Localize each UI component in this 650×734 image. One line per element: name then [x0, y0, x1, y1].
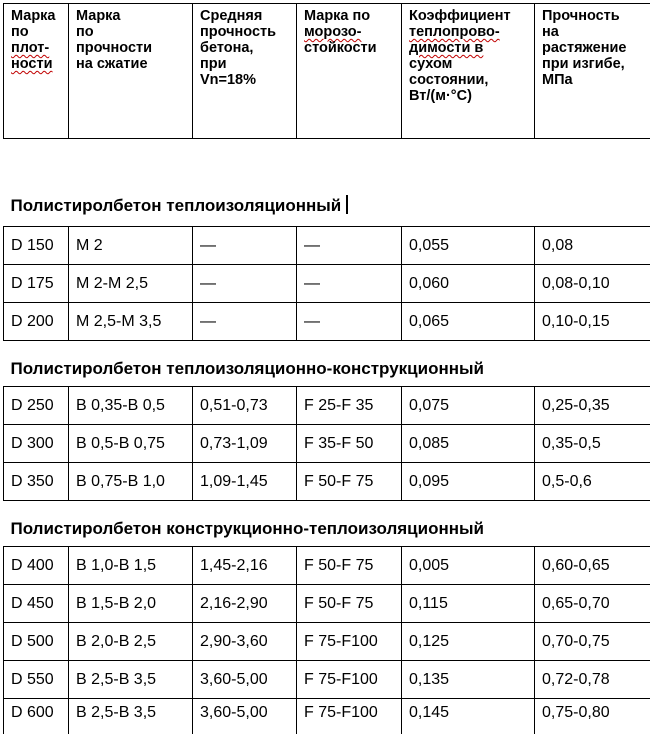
- header-line: плот-: [11, 40, 65, 56]
- cell-density: D 500: [4, 623, 69, 661]
- header-row: [4, 4, 650, 139]
- concrete-properties-table: [3, 3, 650, 734]
- cell-frost-resistance: F 35-F 50: [297, 425, 402, 463]
- cell-density: D 200: [4, 303, 69, 341]
- table-row: [4, 547, 650, 585]
- cell-frost-resistance: F 50-F 75: [297, 547, 402, 585]
- cell-average-strength: —: [193, 265, 297, 303]
- group-title: Полистиролбетон теплоизоляционный: [4, 139, 650, 227]
- cell-thermal-conductivity: 0,075: [402, 387, 535, 425]
- header-line: морозо-: [304, 24, 398, 40]
- group-header-row: [4, 501, 650, 547]
- header-line: по: [76, 24, 189, 40]
- table-row: [4, 303, 650, 341]
- cell-frost-resistance: F 75-F100: [297, 699, 402, 734]
- header-line: димости в: [409, 40, 531, 56]
- group-header-row: [4, 139, 650, 227]
- header-line: прочности: [76, 40, 189, 56]
- cell-strength-grade: В 2,5-В 3,5: [69, 699, 193, 734]
- cell-thermal-conductivity: 0,055: [402, 227, 535, 265]
- table-row: [4, 425, 650, 463]
- header-line: теплопрово-: [409, 24, 531, 40]
- cell-flexural-strength: 0,72-0,78: [535, 661, 650, 699]
- header-line: на сжатие: [76, 56, 189, 72]
- header-line: на: [542, 24, 647, 40]
- cell-flexural-strength: 0,35-0,5: [535, 425, 650, 463]
- cell-strength-grade: М 2-М 2,5: [69, 265, 193, 303]
- cell-density: D 600: [4, 699, 69, 734]
- cell-strength-grade: В 0,35-В 0,5: [69, 387, 193, 425]
- table-row: [4, 265, 650, 303]
- cell-frost-resistance: —: [297, 227, 402, 265]
- table-row: [4, 387, 650, 425]
- header-line: Марка: [76, 8, 189, 24]
- table-row: [4, 699, 650, 734]
- header-line: стойкости: [304, 40, 398, 56]
- cell-flexural-strength: 0,08-0,10: [535, 265, 650, 303]
- cell-flexural-strength: 0,08: [535, 227, 650, 265]
- cell-frost-resistance: —: [297, 303, 402, 341]
- cell-flexural-strength: 0,60-0,65: [535, 547, 650, 585]
- group-header-row: [4, 341, 650, 387]
- cell-frost-resistance: F 25-F 35: [297, 387, 402, 425]
- cell-thermal-conductivity: 0,115: [402, 585, 535, 623]
- cell-average-strength: 2,90-3,60: [193, 623, 297, 661]
- cell-flexural-strength: 0,25-0,35: [535, 387, 650, 425]
- header-line: ности: [11, 56, 65, 72]
- cell-flexural-strength: 0,5-0,6: [535, 463, 650, 501]
- cell-thermal-conductivity: 0,095: [402, 463, 535, 501]
- header-line: Коэффициент: [409, 8, 531, 24]
- cell-flexural-strength: 0,70-0,75: [535, 623, 650, 661]
- header-line: по: [11, 24, 65, 40]
- cell-frost-resistance: —: [297, 265, 402, 303]
- header-line: Вт/(м·°С): [409, 88, 531, 104]
- table-row: [4, 227, 650, 265]
- cell-flexural-strength: 0,65-0,70: [535, 585, 650, 623]
- group-title: Полистиролбетон конструкционно-теплоизоляционный: [4, 501, 650, 547]
- cell-strength-grade: В 0,5-В 0,75: [69, 425, 193, 463]
- cell-strength-grade: М 2: [69, 227, 193, 265]
- header-density-grade: [4, 4, 69, 139]
- cell-average-strength: 0,51-0,73: [193, 387, 297, 425]
- cell-average-strength: —: [193, 303, 297, 341]
- header-line: МПа: [542, 72, 647, 88]
- header-line: при: [200, 56, 293, 72]
- header-line: Марка: [11, 8, 65, 24]
- header-line: при изгибе,: [542, 56, 647, 72]
- cell-strength-grade: М 2,5-М 3,5: [69, 303, 193, 341]
- cell-average-strength: 2,16-2,90: [193, 585, 297, 623]
- cell-thermal-conductivity: 0,085: [402, 425, 535, 463]
- cell-thermal-conductivity: 0,135: [402, 661, 535, 699]
- table-row: [4, 463, 650, 501]
- header-strength-grade: [69, 4, 193, 139]
- cell-flexural-strength: 0,75-0,80: [535, 699, 650, 734]
- table-row: [4, 661, 650, 699]
- header-line: растяжение: [542, 40, 647, 56]
- header-line: состоянии,: [409, 72, 531, 88]
- header-line: Марка по: [304, 8, 398, 24]
- cell-frost-resistance: F 50-F 75: [297, 585, 402, 623]
- cell-density: D 400: [4, 547, 69, 585]
- cell-thermal-conductivity: 0,005: [402, 547, 535, 585]
- cell-flexural-strength: 0,10-0,15: [535, 303, 650, 341]
- cell-strength-grade: В 2,5-В 3,5: [69, 661, 193, 699]
- header-line: Прочность: [542, 8, 647, 24]
- header-flexural-strength: [535, 4, 650, 139]
- header-frost-resistance: [297, 4, 402, 139]
- cell-strength-grade: В 2,0-В 2,5: [69, 623, 193, 661]
- cell-density: D 250: [4, 387, 69, 425]
- cell-density: D 450: [4, 585, 69, 623]
- cell-density: D 350: [4, 463, 69, 501]
- cell-thermal-conductivity: 0,145: [402, 699, 535, 734]
- cell-density: D 300: [4, 425, 69, 463]
- group-title: Полистиролбетон теплоизоляционно-конструкционный: [4, 341, 650, 387]
- cell-density: D 150: [4, 227, 69, 265]
- cell-average-strength: —: [193, 227, 297, 265]
- cell-average-strength: 3,60-5,00: [193, 661, 297, 699]
- cell-frost-resistance: F 75-F100: [297, 661, 402, 699]
- cell-frost-resistance: F 50-F 75: [297, 463, 402, 501]
- cell-frost-resistance: F 75-F100: [297, 623, 402, 661]
- cell-thermal-conductivity: 0,065: [402, 303, 535, 341]
- table-row: [4, 585, 650, 623]
- header-line: Vn=18%: [200, 72, 293, 88]
- header-line: прочность: [200, 24, 293, 40]
- cell-strength-grade: В 0,75-В 1,0: [69, 463, 193, 501]
- cell-average-strength: 0,73-1,09: [193, 425, 297, 463]
- text-cursor: [346, 195, 348, 214]
- cell-average-strength: 1,45-2,16: [193, 547, 297, 585]
- header-thermal-conductivity: [402, 4, 535, 139]
- header-average-strength: [193, 4, 297, 139]
- header-line: бетона,: [200, 40, 293, 56]
- cell-thermal-conductivity: 0,060: [402, 265, 535, 303]
- header-line: Средняя: [200, 8, 293, 24]
- cell-density: D 175: [4, 265, 69, 303]
- header-line: сухом: [409, 56, 531, 72]
- cell-average-strength: 1,09-1,45: [193, 463, 297, 501]
- table-body: [4, 139, 650, 734]
- cell-strength-grade: В 1,5-В 2,0: [69, 585, 193, 623]
- cell-thermal-conductivity: 0,125: [402, 623, 535, 661]
- cell-density: D 550: [4, 661, 69, 699]
- cell-strength-grade: В 1,0-В 1,5: [69, 547, 193, 585]
- cell-average-strength: 3,60-5,00: [193, 699, 297, 734]
- table-row: [4, 623, 650, 661]
